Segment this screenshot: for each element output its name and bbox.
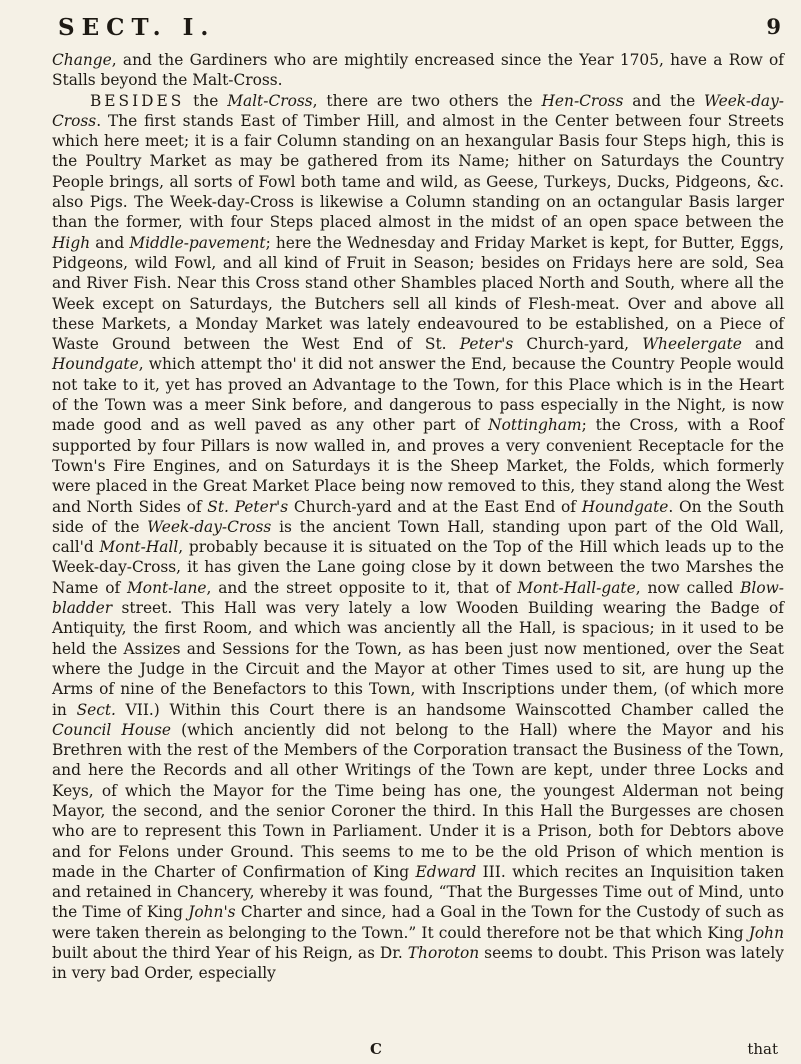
italic-run: Blow-bladder (52, 578, 784, 618)
italic-run: Middle-pavement (129, 233, 266, 252)
italic-run: Peter's (459, 335, 514, 354)
italic-run: Wheelergate (642, 335, 742, 354)
italic-run: Council House (52, 720, 172, 739)
section-heading: SECT. I. (58, 14, 216, 41)
text-run: III. which recites an Inquisition taken and retained in Chancery, whereby it was found, “That the Burgesses Time out of Mind, unto the Time of King (52, 862, 784, 922)
italic-run: Nottingham (488, 416, 582, 435)
text-run: ; the Cross, with a Roof supported by four Pillars is now walled in, and proves a very convenient Receptacle for the Town's Fire Engines, and on Saturdays it is the Sheep Market, the Folds, which formerly were placed in the Great Market Place being now removed to this, they stand along the West and North Sides of (52, 416, 785, 516)
text-run: seems to doubt. This Prison was lately in very bad Order, especially (52, 944, 784, 983)
text-run: the (184, 91, 228, 110)
text-run: . The first stands East of Timber Hill, and almost in the Center between four Streets which here meet; it is a fair Column standing on an hexangular Basis four Steps high, this is the Poultry Market as may be gathered from its Name; hither on Saturdays the Country People brings, all sorts of Fowl both tame and wild, as Geese, Turkeys, Ducks, Pidgeons, &c. also Pigs. The Week-day-Cross is likewise a Column standing on an octangular Basis larger than the former, with four Steps placed almost in the midst of an open space between the (52, 111, 784, 232)
page-number: 9 (766, 14, 781, 39)
text-run: , now called (635, 578, 741, 597)
text-run: , and the Gardiners who are mightily encreased since the Year 1705, have a Row of Stalls beyond the Malt-Cross. (52, 51, 784, 90)
text-run: Church-yard, (513, 335, 643, 354)
italic-run: John's (188, 903, 236, 922)
italic-run: Sect. (76, 700, 116, 719)
italic-run: Mont-lane (127, 578, 207, 597)
text-run: (which anciently did not belong to the Hall) where the Mayor and his Brethren with the rest of the Members of the Corporation transact the Business of the Town, and here the Records and all other Writings of the Town are kept, under three Locks and Keys, of which the Mayor for the Time being has one, the youngest Alderman not being Mayor, the second, and the senior Coroner the third. In this Hall the Burgesses are chosen who are to represent this Town in Parliament. Under it is a Prison, both for Debtors above and for Felons under Ground. This seems to me to be the old Prison of which mention is made in the Charter of Confirmation of King (52, 720, 784, 881)
paragraph (52, 91, 784, 984)
text-run: . On the South side of the (52, 497, 784, 536)
text-run: VII.) Within this Court there is an handsome Wainscotted Chamber called the (115, 700, 784, 719)
italic-run: Week-day-Cross (52, 91, 784, 130)
text-run: and the (623, 91, 705, 110)
text-run: and (741, 335, 784, 354)
paragraph (52, 50, 784, 91)
text-run: is the ancient Town Hall, standing upon part of the Old Wall, call'd (52, 517, 785, 557)
text-run: , there are two others the (312, 91, 542, 110)
italic-run: Mont-Hall-gate (517, 578, 636, 597)
catchword: that (747, 1040, 778, 1058)
text-run: , and the street opposite to it, that of (206, 578, 518, 597)
text-run: street. This Hall was very lately a low Wooden Building wearing the Badge of Antiquity, the first Room, and which was anciently all the Hall, is spacious; in it used to be held the Assizes and Sessions for the Town, as has been just now mentioned, over the Seat where the Judge in the Circuit and the Mayor at other Times used to sit, are hung up the Arms of nine of the Benefactors to this Town, with Inscriptions under them, (of which more in (52, 599, 784, 719)
page-footer (52, 1040, 784, 1060)
text-run: Charter and since, had a Goal in the Town for the Custody of such as were taken therein as belonging to the Town.” It could therefore not be that which King (52, 903, 784, 942)
text-run: , probably because it is situated on the Top of the Hill which leads up to the Week-day-Cross, it has given the Lane going close by it down between the two Marshes the Name of (52, 538, 785, 597)
text-run: Church-yard and at the East End of (288, 497, 582, 516)
italic-run: St. Peter's (207, 497, 289, 516)
italic-run: Houndgate (52, 355, 139, 374)
initial-word: BESIDES (90, 91, 185, 110)
text-run: and (90, 233, 130, 252)
body-text (52, 50, 784, 984)
italic-run: Malt-Cross (227, 91, 313, 110)
italic-run: Houndgate (581, 497, 669, 516)
italic-run: High (52, 233, 91, 252)
italic-run: Edward (415, 862, 477, 881)
italic-run: Change (52, 51, 112, 69)
italic-run: Week-day-Cross (147, 517, 272, 536)
italic-run: John (748, 923, 784, 942)
text-run: , which attempt tho' it did not answer the End, because the Country People would not take to it, yet has proved an Advantage to the Town, for this Place which is in the Heart of the Town was a meer Sink before, and dangerous to pass especially in the Night, is now made good and as well paved as any other part of (52, 355, 784, 435)
italic-run: Hen-Cross (541, 91, 624, 110)
running-head (58, 14, 781, 48)
text-run: ; here the Wednesday and Friday Market is kept, for Butter, Eggs, Pidgeons, wild Fowl, and all kind of Fruit in Season; besides on Fridays here are sold, Sea and River Fish. Near this Cross stand other Shambles placed North and South, where all the Week except on Saturdays, the Butchers sell all kinds of Flesh-meat. Over and above all these Markets, a Monday Market was lately endeavoured to be established, on a Piece of Waste Ground between the West End of St. (52, 233, 784, 354)
italic-run: Mont-Hall (99, 538, 179, 557)
signature-mark: C (370, 1040, 382, 1058)
text-run: built about the third Year of his Reign, as Dr. (52, 944, 408, 963)
italic-run: Thoroton (407, 944, 480, 963)
